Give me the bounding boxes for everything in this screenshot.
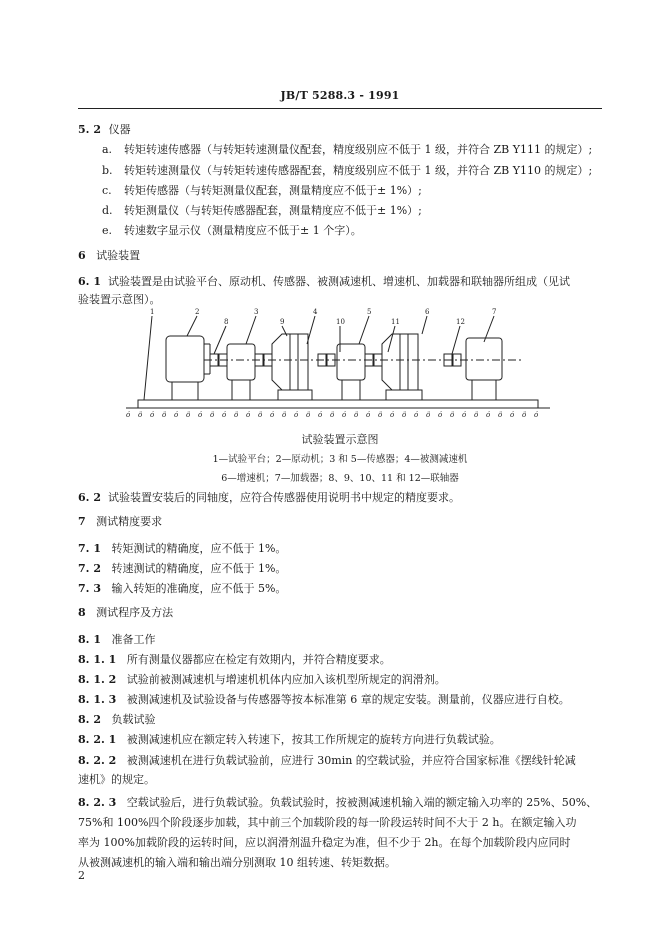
paragraph-text: 转矩测试的精确度，应不低于 1%。 — [111, 542, 287, 555]
section-number: 8. 2. 1 — [78, 733, 117, 746]
svg-text:ó: ó — [174, 411, 179, 419]
section-8-heading — [78, 607, 173, 618]
svg-text:ö: ö — [186, 411, 191, 419]
svg-text:ó: ó — [390, 411, 395, 419]
svg-text:ó: ó — [462, 411, 467, 419]
section-title: 负载试验 — [111, 713, 156, 726]
item-text: 转矩转速传感器（与转矩转速测量仪配套，精度级别应不低于 1 级，并符合 ZB Y111 的规定）; — [124, 143, 593, 156]
section-8-2-3-line1 — [78, 797, 597, 808]
svg-text:ó: ó — [342, 411, 347, 419]
figure-legend-line1: 1—试验平台；2—原动机；3 和 5—传感器；4—被测减速机 — [212, 454, 468, 465]
svg-text:ó: ó — [270, 411, 275, 419]
paragraph-text: 被测减速机应在额定转入转速下，按其工作所规定的旋转方向进行负载试验。 — [126, 733, 501, 746]
section-number: 7. 2 — [78, 562, 101, 575]
section-number: 5. 2 — [78, 123, 101, 136]
item-text: 转矩转速测量仪（与转矩转速传感器配套，精度级别应不低于 1 级，并符合 ZB Y110 的规定）; — [124, 164, 593, 177]
header-rule — [78, 108, 602, 109]
section-7-heading — [78, 516, 162, 527]
svg-text:ó: ó — [366, 411, 371, 419]
section-8-2-2-line1 — [78, 755, 576, 766]
svg-text:ö: ö — [138, 411, 143, 419]
section-8-1-3 — [78, 694, 570, 705]
figure-caption: 试验装置示意图 — [301, 433, 379, 446]
paragraph-text: 输入转矩的准确度，应不低于 5%。 — [111, 582, 287, 595]
figure-label-5: 5 — [367, 308, 372, 316]
figure-label-8: 8 — [224, 318, 229, 326]
paragraph-text: 转速测试的精确度，应不低于 1%。 — [111, 562, 287, 575]
item-label: d. — [102, 204, 113, 217]
page-header: JB/T 5288.3 - 1991 — [280, 89, 400, 102]
list-item-b — [102, 165, 592, 176]
svg-text:ö: ö — [426, 411, 431, 419]
svg-text:ó: ó — [318, 411, 323, 419]
section-6-heading — [78, 250, 140, 261]
paragraph-text: 试验前被测减速机与增速机机体内应加入该机型所规定的润滑剂。 — [126, 673, 446, 686]
item-label: b. — [102, 164, 113, 177]
svg-text:ö: ö — [306, 411, 311, 419]
figure-label-1: 1 — [150, 308, 155, 316]
figure-label-10: 10 — [336, 318, 345, 326]
list-item-e — [102, 225, 362, 236]
section-8-2-3-line2: 75%和 100%四个阶段逐步加载，其中前三个加载阶段的每一阶段运转时间不大于 2 h。在额定输入功 — [78, 816, 577, 829]
section-8-2-3-line3: 率为 100%加载阶段的运转时间，应以润滑剂温升稳定为准，但不少于 2h。在每个加载阶段内应同时 — [78, 836, 571, 849]
section-number: 8. 1 — [78, 633, 101, 646]
svg-text:ó: ó — [126, 411, 131, 419]
item-label: a. — [102, 143, 113, 156]
figure-legend-line2: 6—增速机；7—加载器；8、9、10、11 和 12—联轴器 — [221, 473, 459, 484]
svg-text:ó: ó — [510, 411, 515, 419]
svg-text:ó: ó — [414, 411, 419, 419]
section-title: 试验装置 — [96, 249, 141, 262]
item-label: c. — [102, 184, 112, 197]
svg-text:ö: ö — [258, 411, 263, 419]
section-number: 8. 1. 2 — [78, 673, 117, 686]
paragraph-text: 被测减速机及试验设备与传感器等按本标准第 6 章的规定安装。测量前，仪器应进行自校。 — [126, 693, 570, 706]
list-item-d — [102, 205, 422, 216]
svg-text:ö: ö — [162, 411, 167, 419]
figure-label-4: 4 — [313, 308, 318, 316]
item-text: 转矩测量仪（与转矩传感器配套，测量精度应不低于± 1%）; — [124, 204, 422, 217]
section-number: 8. 2. 3 — [78, 796, 117, 809]
svg-text:ö: ö — [450, 411, 455, 419]
list-item-c — [102, 185, 422, 196]
svg-text:ó: ó — [294, 411, 299, 419]
figure-label-3: 3 — [254, 308, 259, 316]
svg-text:ö: ö — [354, 411, 359, 419]
section-8-1-2 — [78, 674, 446, 685]
svg-text:ó: ó — [150, 411, 155, 419]
section-title: 准备工作 — [111, 633, 156, 646]
item-text: 转矩传感器（与转矩测量仪配套，测量精度应不低于± 1%）; — [124, 184, 422, 197]
figure-label-7: 7 — [492, 308, 497, 316]
svg-text:ö: ö — [378, 411, 383, 419]
section-number: 6. 2 — [78, 491, 101, 504]
svg-text:ö: ö — [474, 411, 479, 419]
section-number: 8. 1. 1 — [78, 653, 117, 666]
section-6-2 — [78, 492, 460, 503]
list-item-a — [102, 144, 592, 155]
test-setup-diagram — [122, 304, 554, 426]
svg-text:ó: ó — [486, 411, 491, 419]
section-title: 测试精度要求 — [96, 515, 163, 528]
section-number: 6 — [78, 249, 86, 262]
section-number: 8. 1. 3 — [78, 693, 117, 706]
svg-text:ó: ó — [222, 411, 227, 419]
section-number: 8. 2. 2 — [78, 754, 117, 767]
svg-text:ó: ó — [198, 411, 203, 419]
section-8-2-2-line2: 速机》的规定。 — [78, 773, 155, 786]
svg-text:ó: ó — [438, 411, 443, 419]
figure-label-9: 9 — [280, 318, 285, 326]
section-6-1-line1 — [78, 276, 570, 287]
section-8-2-1 — [78, 734, 501, 745]
section-number: 8. 2 — [78, 713, 101, 726]
paragraph-text: 试验装置安装后的同轴度，应符合传感器使用说明书中规定的精度要求。 — [107, 491, 460, 504]
section-number: 8 — [78, 606, 86, 619]
section-number: 6. 1 — [78, 275, 101, 288]
section-7-3 — [78, 583, 286, 594]
page-number: 2 — [78, 869, 85, 882]
section-8-2-3-line4: 从被测减速机的输入端和输出端分别测取 10 组转速、转矩数据。 — [78, 856, 396, 869]
section-title: 测试程序及方法 — [96, 606, 174, 619]
svg-text:ö: ö — [282, 411, 287, 419]
svg-text:ó: ó — [246, 411, 251, 419]
figure-label-11: 11 — [391, 318, 400, 326]
svg-text:ö: ö — [522, 411, 527, 419]
section-5-2-heading — [78, 124, 131, 135]
section-8-1-heading — [78, 634, 155, 645]
paragraph-text: 所有测量仪器都应在检定有效期内，并符合精度要求。 — [126, 653, 391, 666]
item-label: e. — [102, 224, 113, 237]
figure-label-2: 2 — [195, 308, 200, 316]
section-title: 仪器 — [108, 123, 131, 136]
svg-text:ö: ö — [210, 411, 215, 419]
section-7-2 — [78, 563, 286, 574]
svg-text:ö: ö — [234, 411, 239, 419]
section-8-1-1 — [78, 654, 391, 665]
paragraph-text: 空载试验后，进行负载试验。负载试验时，按被测减速机输入端的额定输入功率的 25%、50%、 — [126, 796, 598, 809]
section-number: 7. 3 — [78, 582, 101, 595]
section-number: 7. 1 — [78, 542, 101, 555]
svg-text:ó: ó — [534, 411, 539, 419]
svg-text:ö: ö — [498, 411, 503, 419]
section-7-1 — [78, 543, 286, 554]
section-number: 7 — [78, 515, 86, 528]
figure-label-12: 12 — [456, 318, 465, 326]
svg-text:ö: ö — [330, 411, 335, 419]
item-text: 转速数字显示仪（测量精度应不低于± 1 个字）。 — [124, 224, 362, 237]
paragraph-text: 试验装置是由试验平台、原动机、传感器、被测减速机、增速机、加载器和联轴器所组成（见试 — [107, 275, 570, 288]
section-8-2-heading — [78, 714, 155, 725]
svg-text:ö: ö — [402, 411, 407, 419]
paragraph-text: 被测减速机在进行负载试验前，应进行 30min 的空载试验，并应符合国家标准《摆线针轮减 — [126, 754, 576, 767]
figure-label-6: 6 — [425, 308, 430, 316]
section-6-1-line2: 验装置示意图）。 — [78, 293, 161, 306]
